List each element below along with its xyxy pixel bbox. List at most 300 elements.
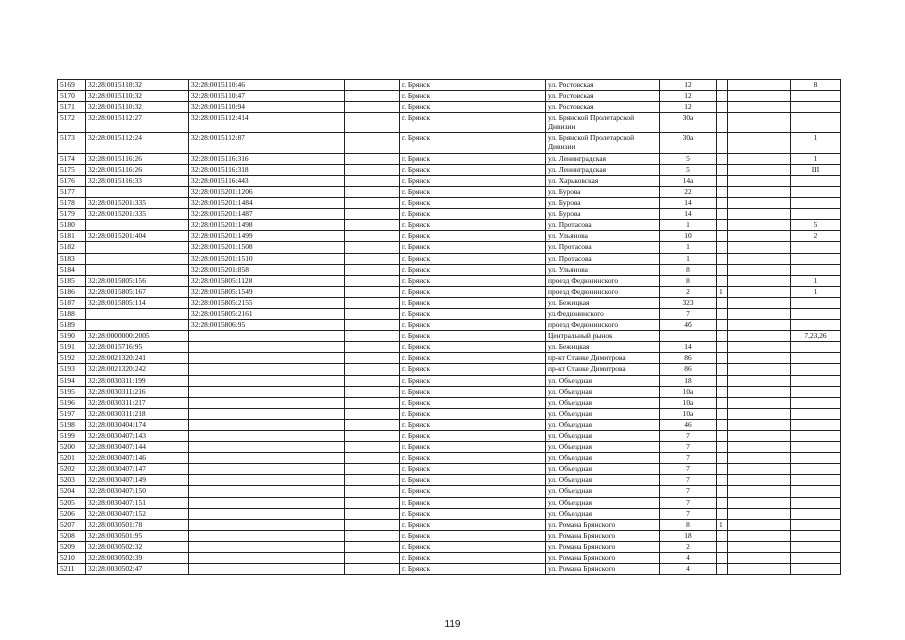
cell-building [717,297,728,308]
cell-street: ул. Романа Брянского [546,530,660,541]
cell-row-number: 5194 [58,375,86,386]
cell-row-number: 5190 [58,331,86,342]
cell-street: ул. Ростовская [546,102,660,113]
cell-house-number: 7 [660,431,717,442]
cell-row-number: 5188 [58,308,86,319]
cell-house-number: 30а [660,113,717,133]
cell-extra [345,464,400,475]
table-row [58,275,841,286]
cell-row-number: 5173 [58,133,86,153]
cell-street: ул. Объездная [546,386,660,397]
cell-extra [345,164,400,175]
cell-apartment [728,553,791,564]
cell-street: проезд Федюнинского [546,275,660,286]
cell-building [717,431,728,442]
cell-street: ул. Объездная [546,464,660,475]
cell-house-number: 7 [660,464,717,475]
cell-house-number: 14 [660,342,717,353]
cell-room: 7,23,26 [791,331,841,342]
cell-cadastral-parcel [86,242,189,253]
cell-street: ул. Харьковская [546,175,660,186]
cell-room [791,553,841,564]
cell-cadastral-object [189,553,345,564]
cell-row-number: 5197 [58,408,86,419]
cell-room: 1 [791,286,841,297]
cell-building [717,342,728,353]
cell-cadastral-object: 32:28:0015201:1508 [189,242,345,253]
cell-street: проезд Федюнинского [546,286,660,297]
cell-cadastral-object: 32:28:0015112:87 [189,133,345,153]
cell-building [717,320,728,331]
cell-cadastral-parcel: 32:28:0015716:95 [86,342,189,353]
cell-apartment [728,133,791,153]
cell-city: г. Брянск [400,209,546,220]
table-row [58,464,841,475]
cell-room [791,198,841,209]
cell-extra [345,264,400,275]
cell-apartment [728,541,791,552]
table-row [58,186,841,197]
cell-house-number: 2 [660,541,717,552]
cell-apartment [728,297,791,308]
cell-apartment [728,519,791,530]
cell-row-number: 5193 [58,364,86,375]
cell-apartment [728,419,791,430]
cell-extra [345,397,400,408]
cell-extra [345,508,400,519]
cell-cadastral-parcel: 32:28:0030311:199 [86,375,189,386]
cell-city: г. Брянск [400,386,546,397]
cell-extra [345,353,400,364]
cell-extra [345,220,400,231]
cell-house-number: 10а [660,408,717,419]
cell-building [717,553,728,564]
cell-building [717,386,728,397]
cell-house-number: 7 [660,497,717,508]
cell-street: ул. Ульянова [546,231,660,242]
cell-cadastral-parcel: 32:28:0015110:32 [86,102,189,113]
cell-city: г. Брянск [400,308,546,319]
cell-cadastral-parcel: 32:28:0015201:404 [86,231,189,242]
cell-street: ул.Федюнинского [546,308,660,319]
cell-room [791,175,841,186]
cell-house-number: 4б [660,320,717,331]
cell-cadastral-object [189,353,345,364]
cell-apartment [728,408,791,419]
table-row [58,431,841,442]
cell-cadastral-parcel: 32:28:0021320:241 [86,353,189,364]
cell-row-number: 5201 [58,453,86,464]
cell-house-number: 1 [660,242,717,253]
table-row [58,386,841,397]
table-row [58,198,841,209]
cell-row-number: 5177 [58,186,86,197]
cell-room [791,508,841,519]
cell-building [717,102,728,113]
cell-extra [345,113,400,133]
cell-room [791,264,841,275]
cell-city: г. Брянск [400,464,546,475]
cell-apartment [728,198,791,209]
cell-street: ул. Протасова [546,220,660,231]
table-row [58,320,841,331]
cell-room [791,386,841,397]
cell-cadastral-object [189,564,345,575]
cell-extra [345,442,400,453]
cell-apartment [728,231,791,242]
cell-row-number: 5199 [58,431,86,442]
cell-building [717,91,728,102]
cell-row-number: 5200 [58,442,86,453]
cell-street: ул. Объездная [546,486,660,497]
cell-extra [345,519,400,530]
cell-house-number: 12 [660,102,717,113]
cell-apartment [728,397,791,408]
cell-street: ул. Брянской Пролетарской Дивизии [546,133,660,153]
cell-house-number: 86 [660,353,717,364]
cell-room [791,102,841,113]
cell-cadastral-parcel: 32:28:0030502:39 [86,553,189,564]
cell-house-number: 5 [660,164,717,175]
cell-extra [345,375,400,386]
cell-building [717,375,728,386]
cell-row-number: 5186 [58,286,86,297]
cell-cadastral-parcel [86,186,189,197]
cell-cadastral-parcel: 32:28:0030407:151 [86,497,189,508]
cell-cadastral-object: 32:28:0015805:2161 [189,308,345,319]
cell-building [717,397,728,408]
cell-cadastral-object: 32:28:0015116:443 [189,175,345,186]
cell-apartment [728,275,791,286]
cell-cadastral-parcel: 32:28:0030501:78 [86,519,189,530]
cell-cadastral-parcel: 32:28:0015116:26 [86,164,189,175]
cell-apartment [728,320,791,331]
cell-cadastral-parcel: 32:28:0000000:2005 [86,331,189,342]
cell-city: г. Брянск [400,80,546,91]
cell-cadastral-object: 32:28:0015110:46 [189,80,345,91]
cell-city: г. Брянск [400,286,546,297]
table-row [58,331,841,342]
cell-cadastral-object: 32:28:0015201:1206 [189,186,345,197]
cell-city: г. Брянск [400,320,546,331]
cell-extra [345,133,400,153]
cell-room [791,419,841,430]
cell-house-number: 86 [660,364,717,375]
cell-house-number: 12 [660,91,717,102]
cell-room: 1 [791,153,841,164]
cell-row-number: 5175 [58,164,86,175]
table-row [58,408,841,419]
cell-house-number: 7 [660,475,717,486]
cell-street: ул. Романа Брянского [546,519,660,530]
cell-cadastral-object: 32:28:0015805:1549 [189,286,345,297]
cell-room [791,530,841,541]
cell-building [717,364,728,375]
cell-extra [345,153,400,164]
cell-row-number: 5206 [58,508,86,519]
cell-room: 1 [791,133,841,153]
table-row [58,530,841,541]
cell-extra [345,297,400,308]
cell-room [791,342,841,353]
table-row [58,453,841,464]
cell-building [717,464,728,475]
cell-extra [345,102,400,113]
cell-room: 2 [791,231,841,242]
cell-street: ул. Брянской Пролетарской Дивизии [546,113,660,133]
cell-house-number: 8 [660,519,717,530]
cell-building [717,353,728,364]
cell-extra [345,342,400,353]
cell-row-number: 5169 [58,80,86,91]
cell-house-number: 7 [660,308,717,319]
cell-city: г. Брянск [400,553,546,564]
cell-row-number: 5179 [58,209,86,220]
cell-apartment [728,153,791,164]
table-row [58,113,841,133]
cell-room [791,541,841,552]
cell-cadastral-parcel: 32:28:0030502:32 [86,541,189,552]
cell-apartment [728,375,791,386]
cell-city: г. Брянск [400,186,546,197]
cell-house-number: 7 [660,453,717,464]
cell-cadastral-object [189,486,345,497]
cell-city: г. Брянск [400,475,546,486]
cell-extra [345,564,400,575]
cell-extra [345,419,400,430]
cell-street: пр-кт Станке Димитрова [546,353,660,364]
cell-cadastral-parcel: 32:28:0015116:33 [86,175,189,186]
cell-building [717,497,728,508]
cell-street: ул. Объездная [546,475,660,486]
cell-row-number: 5176 [58,175,86,186]
cell-apartment [728,342,791,353]
cell-cadastral-parcel: 32:28:0030501:95 [86,530,189,541]
cell-building [717,231,728,242]
cell-cadastral-object: 32:28:0015110:47 [189,91,345,102]
cell-building [717,419,728,430]
cell-cadastral-object [189,397,345,408]
cell-city: г. Брянск [400,564,546,575]
table-row [58,364,841,375]
cell-cadastral-parcel: 32:28:0030407:149 [86,475,189,486]
cell-extra [345,253,400,264]
cell-building [717,530,728,541]
cell-house-number: 30а [660,133,717,153]
cell-street: Центральный рынок [546,331,660,342]
cell-city: г. Брянск [400,519,546,530]
cell-room [791,209,841,220]
cell-house-number: 12 [660,80,717,91]
cell-building [717,264,728,275]
cell-cadastral-parcel: 32:28:0015201:335 [86,209,189,220]
table-row [58,519,841,530]
cell-room [791,320,841,331]
cell-extra [345,275,400,286]
table-row [58,397,841,408]
table-row [58,497,841,508]
table-row [58,253,841,264]
cell-street: ул. Ленинградская [546,153,660,164]
cell-cadastral-object: 32:28:0015805:1128 [189,275,345,286]
cell-row-number: 5209 [58,541,86,552]
cell-city: г. Брянск [400,397,546,408]
cell-city: г. Брянск [400,530,546,541]
cell-row-number: 5195 [58,386,86,397]
cell-building [717,453,728,464]
cell-cadastral-object [189,419,345,430]
cell-cadastral-object [189,331,345,342]
cell-extra [345,286,400,297]
cell-apartment [728,442,791,453]
cell-row-number: 5196 [58,397,86,408]
cell-extra [345,308,400,319]
cell-apartment [728,486,791,497]
cell-street: ул. Бежицкая [546,342,660,353]
cell-city: г. Брянск [400,541,546,552]
table-row [58,220,841,231]
cell-room [791,431,841,442]
cell-extra [345,231,400,242]
cell-cadastral-parcel: 32:28:0030407:144 [86,442,189,453]
cell-street: ул. Объездная [546,453,660,464]
cell-extra [345,553,400,564]
cell-apartment [728,331,791,342]
cell-apartment [728,80,791,91]
cell-row-number: 5181 [58,231,86,242]
cell-street: проезд Федюнинского [546,320,660,331]
cell-building [717,186,728,197]
cell-city: г. Брянск [400,220,546,231]
cell-street: ул. Бурова [546,209,660,220]
cell-street: ул. Объездная [546,419,660,430]
cell-extra [345,530,400,541]
cell-extra [345,497,400,508]
cell-cadastral-parcel: 32:28:0030407:147 [86,464,189,475]
cell-building [717,564,728,575]
cell-room: III [791,164,841,175]
cell-row-number: 5187 [58,297,86,308]
cell-cadastral-object: 32:28:0015201:858 [189,264,345,275]
cell-apartment [728,242,791,253]
cell-cadastral-parcel [86,308,189,319]
cell-row-number: 5211 [58,564,86,575]
cell-cadastral-object [189,519,345,530]
table-row [58,353,841,364]
cell-house-number: 22 [660,186,717,197]
cell-row-number: 5204 [58,486,86,497]
cell-street: ул. Романа Брянского [546,553,660,564]
cell-row-number: 5208 [58,530,86,541]
table-row [58,80,841,91]
cell-room: 8 [791,80,841,91]
cell-apartment [728,91,791,102]
cell-apartment [728,164,791,175]
cell-building [717,242,728,253]
cell-row-number: 5171 [58,102,86,113]
cell-house-number: 2 [660,286,717,297]
cell-cadastral-parcel: 32:28:0015805:114 [86,297,189,308]
cell-cadastral-parcel: 32:28:0015116:26 [86,153,189,164]
cell-cadastral-object: 32:28:0015116:318 [189,164,345,175]
cell-cadastral-parcel: 32:28:0030502:47 [86,564,189,575]
cell-cadastral-object [189,408,345,419]
cell-apartment [728,186,791,197]
registry-table-body [58,80,841,575]
table-row [58,442,841,453]
cell-city: г. Брянск [400,419,546,430]
cell-room [791,497,841,508]
cell-cadastral-parcel: 32:28:0030407:152 [86,508,189,519]
cell-extra [345,386,400,397]
cell-city: г. Брянск [400,375,546,386]
cell-house-number: 14а [660,175,717,186]
cell-room [791,519,841,530]
cell-room [791,186,841,197]
cell-extra [345,364,400,375]
cell-row-number: 5202 [58,464,86,475]
cell-building [717,198,728,209]
cell-cadastral-object: 32:28:0015201:1498 [189,220,345,231]
cell-cadastral-object [189,464,345,475]
cell-city: г. Брянск [400,486,546,497]
cell-cadastral-object [189,508,345,519]
cell-row-number: 5184 [58,264,86,275]
table-row [58,133,841,153]
cell-room [791,91,841,102]
cell-cadastral-object [189,541,345,552]
cell-cadastral-parcel [86,253,189,264]
cell-building [717,442,728,453]
cell-street: ул. Протасова [546,242,660,253]
table-row [58,342,841,353]
cell-cadastral-object: 32:28:0015110:94 [189,102,345,113]
cell-house-number: 4 [660,564,717,575]
cell-room [791,475,841,486]
table-row [58,91,841,102]
cell-street: ул. Ростовская [546,80,660,91]
cell-building [717,209,728,220]
cell-apartment [728,220,791,231]
cell-street: ул. Объездная [546,442,660,453]
cell-apartment [728,464,791,475]
cell-building [717,308,728,319]
cell-room [791,113,841,133]
cell-house-number: 8 [660,275,717,286]
cell-extra [345,80,400,91]
cell-cadastral-object [189,475,345,486]
cell-street: пр-кт Станке Димитрова [546,364,660,375]
table-row [58,419,841,430]
cell-cadastral-parcel: 32:28:0015201:335 [86,198,189,209]
cell-apartment [728,308,791,319]
cell-building [717,331,728,342]
cell-street: ул. Протасова [546,253,660,264]
cell-city: г. Брянск [400,508,546,519]
cell-apartment [728,175,791,186]
cell-cadastral-parcel: 32:28:0030407:143 [86,431,189,442]
cell-house-number: 4 [660,553,717,564]
cell-city: г. Брянск [400,164,546,175]
cell-extra [345,331,400,342]
cell-extra [345,186,400,197]
cell-cadastral-object [189,442,345,453]
cell-row-number: 5180 [58,220,86,231]
cell-extra [345,209,400,220]
cell-apartment [728,253,791,264]
cell-room [791,408,841,419]
cell-street: ул. Объездная [546,508,660,519]
